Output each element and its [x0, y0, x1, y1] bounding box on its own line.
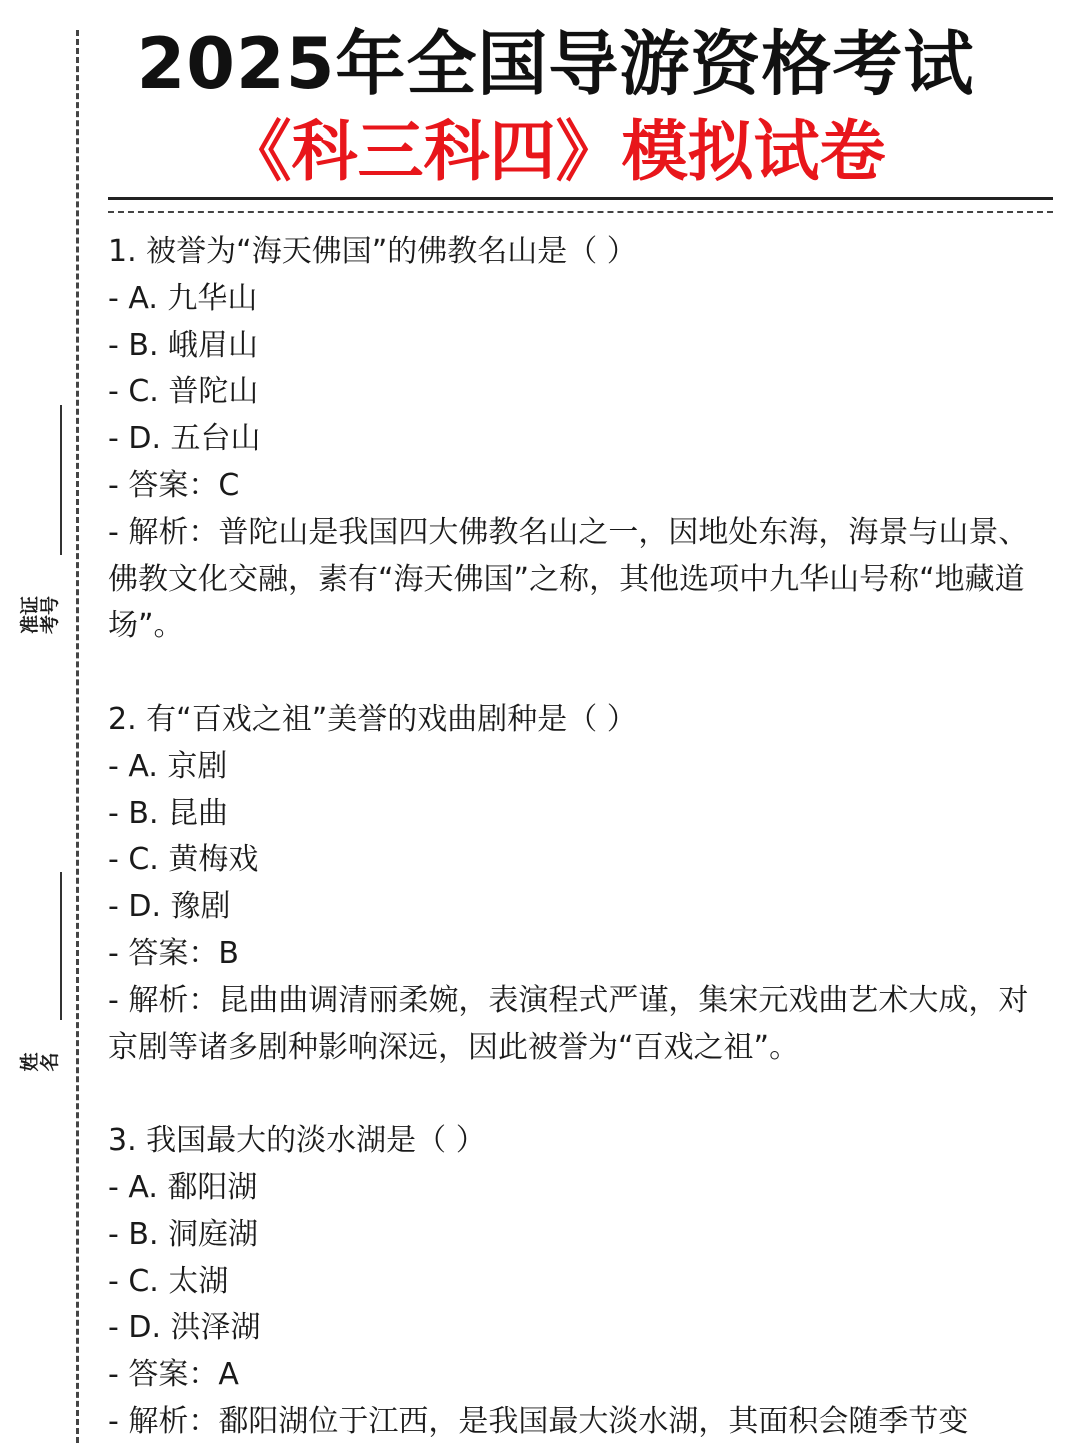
name-underline: [60, 872, 62, 1020]
exam-number-underline: [60, 405, 62, 555]
question-2: [108, 697, 1053, 1071]
option-a: - A. 京剧: [108, 748, 228, 784]
page-title: 2025年全国导游资格考试: [136, 23, 975, 105]
analysis: - 解析：昆曲曲调清丽柔婉，表演程式严谨，集宋元戏曲艺术大成，对京剧等诸多剧种影响深远，因此被誉为“百戏之祖”。: [108, 982, 1029, 1065]
option-a: - A. 鄱阳湖: [108, 1169, 258, 1205]
question-stem: 2. 有“百戏之祖”美誉的戏曲剧种是（ ）: [108, 701, 637, 737]
option-b: - B. 洞庭湖: [108, 1216, 259, 1252]
option-b: - B. 昆曲: [108, 795, 229, 831]
question-3: [108, 1118, 1053, 1446]
question-1: [108, 229, 1053, 650]
answer: - 答案：A: [108, 1357, 239, 1393]
question-list: [108, 229, 1053, 1446]
analysis: - 解析：普陀山是我国四大佛教名山之一，因地处东海，海景与山景、佛教文化交融，素有“海天佛国”之称，其他选项中九华山号称“地藏道场”。: [108, 514, 1029, 644]
option-d: - D. 洪泽湖: [108, 1310, 261, 1346]
question-stem: 1. 被誉为“海天佛国”的佛教名山是（ ）: [108, 234, 637, 269]
page-subtitle: 《科三科四》模拟试卷: [225, 113, 886, 190]
answer: - 答案：C: [108, 467, 240, 503]
exam-number-label: 准证 考号: [19, 596, 61, 635]
exam-number-field: [18, 405, 78, 635]
binding-dashed-line: [76, 30, 79, 1443]
exam-header: [108, 20, 1053, 194]
answer: - 答案：B: [108, 935, 239, 971]
analysis: - 解析：鄱阳湖位于江西，是我国最大淡水湖，其面积会随季节变: [108, 1403, 969, 1439]
option-c: - C. 普陀山: [108, 374, 259, 410]
name-label: 姓 名: [19, 1052, 61, 1072]
option-c: - C. 黄梅戏: [108, 842, 259, 878]
option-c: - C. 太湖: [108, 1263, 229, 1299]
option-d: - D. 五台山: [108, 421, 261, 457]
option-d: - D. 豫剧: [108, 889, 231, 925]
option-b: - B. 峨眉山: [108, 327, 259, 363]
option-a: - A. 九华山: [108, 280, 258, 316]
header-divider-solid: [108, 197, 1053, 200]
header-divider-dashed: [108, 211, 1053, 213]
question-stem: 3. 我国最大的淡水湖是（ ）: [108, 1123, 486, 1159]
name-field: [18, 872, 78, 1072]
